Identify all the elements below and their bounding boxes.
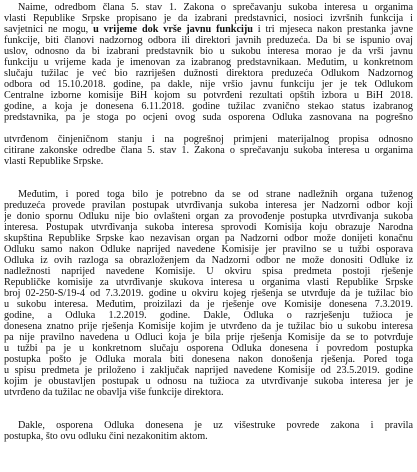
paragraph-2-line-7: Odluka iz ovih razloga sa obrazloženjem da Nadzorni odbor ne može donositi Odluke iz xyxy=(4,255,413,266)
paragraph-1-line-10: godine, a koja je donesena 6.11.2018. godine tužilac zvanično stekao status izabranog xyxy=(4,101,413,112)
paragraph-1-line-13: citirane zakonske odredbe člana 5. stav 1. Zakona o sprečavanju sukoba interesa u organima xyxy=(4,145,413,156)
emphasized-phrase: u vrijeme dok vrše javnu funkciju xyxy=(93,24,253,35)
paragraph-3-line-2: postupka, što ovu odluku čini nezakonitim aktom. xyxy=(4,431,208,442)
paragraph-2-line-8: nadležnosti naprijed navedene Komisije. U okviru spisa predmeta postoji rješenje xyxy=(4,266,413,277)
paragraph-3-line-1: Dakle, osporena Odluka donesena je uz višestruke povrede zakona i pravila xyxy=(18,420,413,431)
paragraph-2-line-9: Republičke komisije za utvrđivanje skukova interesa u organima vlasti Republike Srpske xyxy=(4,277,413,288)
paragraph-2-line-15: u tužbi pa je u konkretnom slučaju osporena Odluka donesena i povredom postupka xyxy=(4,343,413,354)
paragraph-2-line-1: Međutim, i pored toga bilo je potrebno da se od strane nadležnih organa tuženog xyxy=(18,189,413,200)
paragraph-2-line-2: preduzeća provede pravilan postupak utvrđivanja sukoba interesa jer Nadzorni odbor koji xyxy=(4,200,413,211)
document-page xyxy=(4,2,413,470)
paragraph-2-line-18: kojim je obustavljen postupak u odnosu na tužioca za utvrđivanje sukoba interesa jer je xyxy=(4,376,413,387)
paragraph-1-line-2: vlasti Republike Srpske propisano je da izabrani predstavnici, nosioci izvršnih funkcija i xyxy=(4,13,413,24)
paragraph-2-line-13: donesena znatno prije rješenja Komisije kojim je utvrđeno da je tužilac bio u sukobu interesa xyxy=(4,321,413,332)
paragraph-1-line-11: predstavnika, pa je stoga po ocjeni ovog suda osporena Odluka zasnovana na pogrešno xyxy=(4,112,413,123)
paragraph-1-line-4: funkcije, biti članovi nadzornog odbora ili direktori javnih preduzeća. Da bi se ispunio ovaj xyxy=(4,35,413,46)
paragraph-2-line-6: Odluku samo nakon Odluke naprijed navedene Komisije jer pravilno se u tužbi osporava xyxy=(4,244,413,255)
paragraph-2-line-16: postupka pošto je Odluka morala biti donesena nakon donošenja rješenja. Pored toga xyxy=(4,354,413,365)
paragraph-2-line-3: je donio spornu Odluku nije bio ovlašteni organ za provođenje postupka utvrđivanja sukoba xyxy=(4,211,413,222)
paragraph-2-line-19: utvrđeno da tužilac ne obavlja više funkcije direktora. xyxy=(4,387,224,398)
paragraph-1-line-6: funkciju u vrijeme kada je imenovan za izabranog predstavnikaan. Međutim, u konkretnom xyxy=(4,57,413,68)
paragraph-1-line-3-with-emphasis: savjetnici ne mogu, u vrijeme dok vrše javnu funkciju i tri mjeseca nakon prestanka javne xyxy=(4,24,413,35)
paragraph-2-line-4: interesa. Postupak utvrđivanja sukoba interesa sprovodi Komisija koju obrazuje Narodna xyxy=(4,222,413,233)
paragraph-2-line-10: broj 02-250-S/19-4 od 7.3.2019. godine u okviru kojeg rješenja se utvrđuje da je tužilac bio xyxy=(4,288,413,299)
paragraph-1-line-1: Naime, odredbom člana 5. stav 1. Zakona o sprečavanju sukoba interesa u organima xyxy=(18,2,413,13)
paragraph-2-line-12: godine, a Odluka 1.2.2019. godine. Dakle, Odluka o razrješenju tužioca je xyxy=(4,310,413,321)
paragraph-2-line-11: u sukobu interesa. Međutim, proizilazi da je rješenje ove Komisije donesena 7.3.2019. xyxy=(4,299,413,310)
paragraph-1-line-7: slučaju tužilac je već bio razriješen dužnosti direktora preduzeća Odlukom Nadzornog xyxy=(4,68,413,79)
paragraph-2-line-17: u spisu predmeta je priloženo i zaključak naprijed navedene Komisije od 23.5.2019. godine xyxy=(4,365,413,376)
paragraph-1-line-12: utvrđenom činjeničnom stanju i na pogrešnoj primjeni materijalnog propisa odnosno xyxy=(4,134,413,145)
paragraph-1-line-8: odbora od 15.10.2018. godine, pa dakle, nije vršio javnu funkciju jer je tek Odlukom xyxy=(4,79,413,90)
paragraph-1-line-14: vlasti Republike Srpske. xyxy=(4,156,104,167)
paragraph-2-line-14: pa nije pravilno navedena u Odluci koja je bila prije rješenja Komisije da se to potvrđuje xyxy=(4,332,413,343)
paragraph-2-line-5: skupština Republike Srpske kao nezavisan organ pa Nadzorni odbor može donijeti konačnu xyxy=(4,233,413,244)
paragraph-1-line-5: uslov, odnosno da bi izabrani predstavnik bio u sukobu interesa morao je da vrši javnu xyxy=(4,46,413,57)
paragraph-1-line-9: Centralne izborne komisije BiH kojom su potvrđeni rezultati opštih izbora u BiH 2018. xyxy=(4,90,413,101)
